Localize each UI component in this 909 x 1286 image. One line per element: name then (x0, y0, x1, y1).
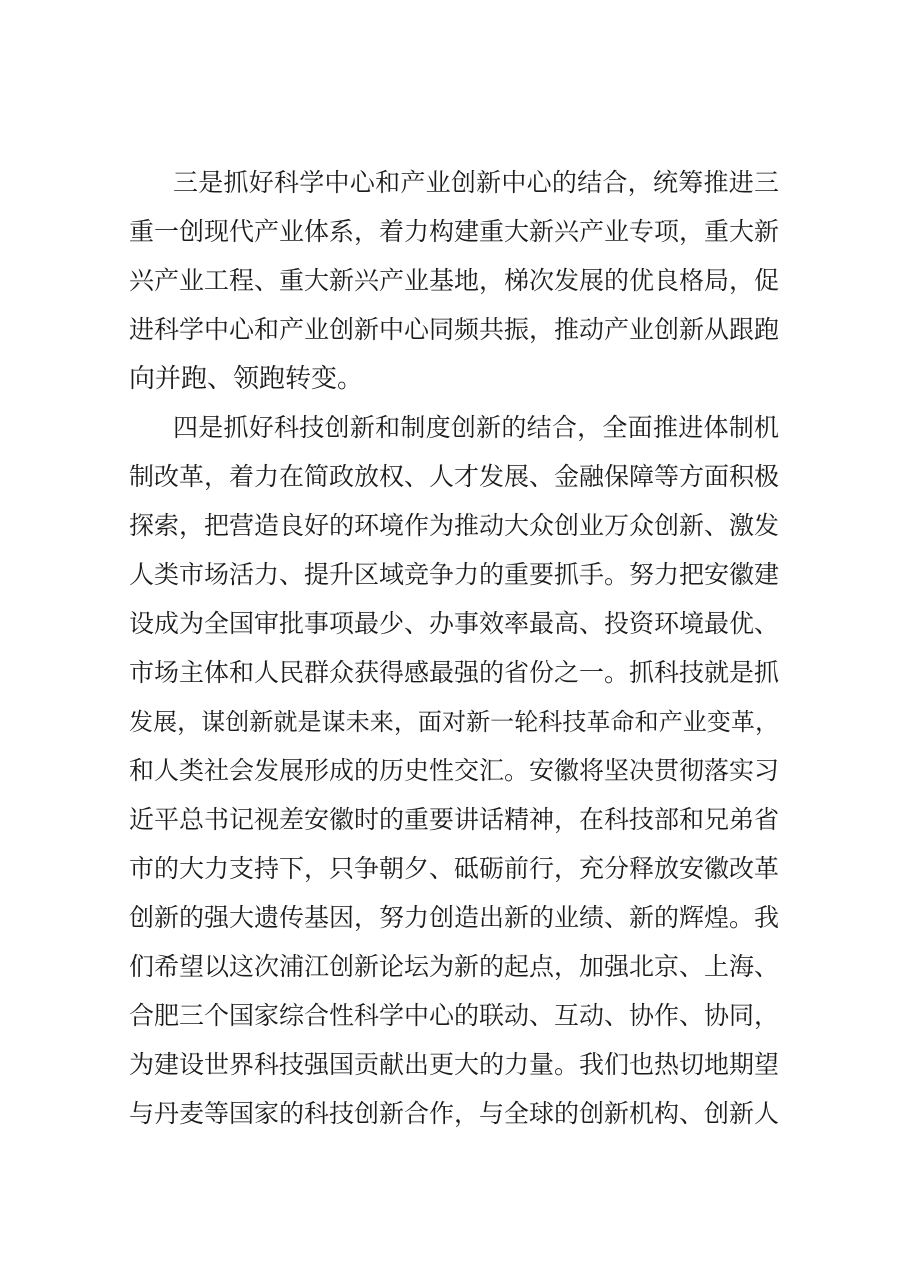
paragraph-1-line-3: 兴产业工程、重大新兴产业基地，梯次发展的优良格局，促 (129, 266, 780, 295)
paragraph-2-line-10: 市的大力支持下，只争朝夕、砥砺前行，充分释放安徽改革 (129, 854, 780, 883)
paragraph-2-line-6: 市场主体和人民群众获得感最强的省份之一。抓科技就是抓 (129, 658, 780, 687)
paragraph-2-line-12: 们希望以这次浦江创新论坛为新的起点，加强北京、上海、 (129, 952, 780, 981)
paragraph-2-line-1: 四是抓好科技创新和制度创新的结合，全面推进体制机 (173, 413, 779, 442)
paragraph-2-line-13: 合肥三个国家综合性科学中心的联动、互动、协作、协同， (129, 1001, 780, 1030)
paragraph-2-line-2: 制改革，着力在简政放权、人才发展、金融保障等方面积极 (129, 462, 780, 491)
paragraph-2-line-5: 设成为全国审批事项最少、办事效率最高、投资环境最优、 (129, 609, 780, 638)
paragraph-1-line-1: 三是抓好科学中心和产业创新中心的结合，统筹推进三 (173, 168, 779, 197)
paragraph-1-line-5: 向并跑、领跑转变。 (129, 364, 364, 394)
paragraph-2-line-15: 与丹麦等国家的科技创新合作，与全球的创新机构、创新人 (129, 1099, 780, 1128)
paragraph-2-line-8: 和人类社会发展形成的历史性交汇。安徽将坚决贯彻落实习 (129, 756, 780, 785)
paragraph-2-line-14: 为建设世界科技强国贡献出更大的力量。我们也热切地期望 (129, 1050, 780, 1079)
paragraph-2-line-11: 创新的强大遗传基因，努力创造出新的业绩、新的辉煌。我 (129, 903, 780, 932)
paragraph-2-line-4: 人类市场活力、提升区域竞争力的重要抓手。努力把安徽建 (129, 560, 780, 589)
paragraph-2-line-3: 探索，把营造良好的环境作为推动大众创业万众创新、激发 (129, 511, 780, 540)
paragraph-1-line-2: 重一创现代产业体系，着力构建重大新兴产业专项，重大新 (129, 217, 780, 246)
paragraph-1-line-4: 进科学中心和产业创新中心同频共振，推动产业创新从跟跑 (129, 315, 780, 344)
paragraph-2-line-9: 近平总书记视差安徽时的重要讲话精神，在科技部和兄弟省 (129, 805, 780, 834)
paragraph-2-line-7: 发展，谋创新就是谋未来，面对新一轮科技革命和产业变革， (129, 708, 779, 736)
